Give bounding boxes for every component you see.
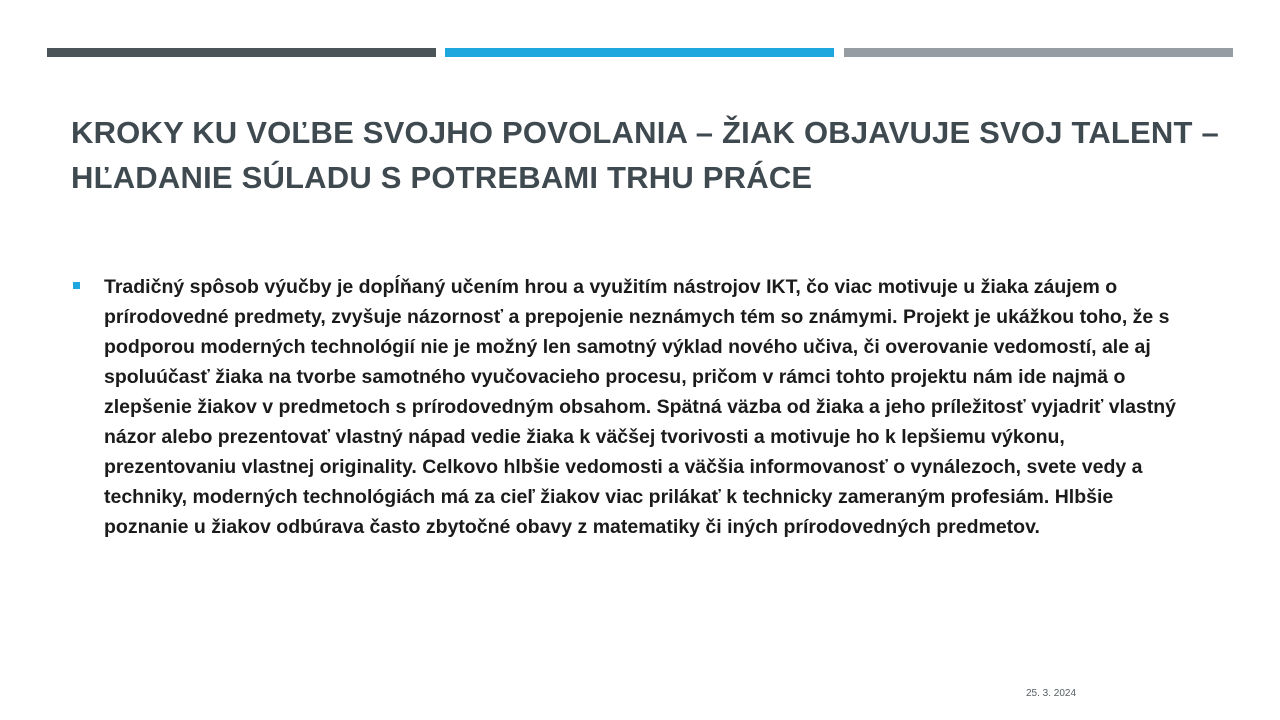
bullet-item	[71, 272, 1201, 542]
slide-title: KROKY KU VOĽBE SVOJHO POVOLANIA – ŽIAK OBJAVUJE SVOJ TALENT – HĽADANIE SÚLADU S POTREBAMI TRHU PRÁCE	[71, 115, 1219, 195]
decorative-bar-light	[844, 48, 1233, 57]
square-bullet-icon	[73, 282, 80, 289]
slide-date: 25. 3. 2024	[1026, 688, 1077, 699]
bullet-text: Tradičný spôsob výučby je dopĺňaný učením hrou a využitím nástrojov IKT, čo viac motivuje u žiaka záujem o prírodovedné predmety, zvyšuje názornosť a prepojenie neznámych tém so známymi. Projekt je ukážkou toho, že s podporou moderných technológií nie je možný len samotný výklad nového učiva, či overovanie vedomostí, ale aj spoluúčasť žiaka na tvorbe samotného vyučovacieho procesu, pričom v rámci tohto projektu nám ide najmä o zlepšenie žiakov v predmetoch s prírodovedným obsahom. Spätná väzba od žiaka a jeho príležitosť vyjadriť vlastný názor alebo prezentovať vlastný nápad vedie žiaka k väčšej tvorivosti a motivuje ho k lepšiemu výkonu, prezentovaniu vlastnej originality. Celkovo hlbšie vedomosti a väčšia informovanosť o vynálezoch, svete vedy a techniky, moderných technológiách má za cieľ žiakov viac prilákať k technicky zameraným profesiám. Hlbšie poznanie u žiakov odbúrava často zbytočné obavy z matematiky či iných prírodovedných predmetov.	[104, 276, 1177, 538]
slide-content	[71, 272, 1201, 542]
decorative-bar-dark	[47, 48, 436, 57]
decorative-bar-accent	[445, 48, 834, 57]
